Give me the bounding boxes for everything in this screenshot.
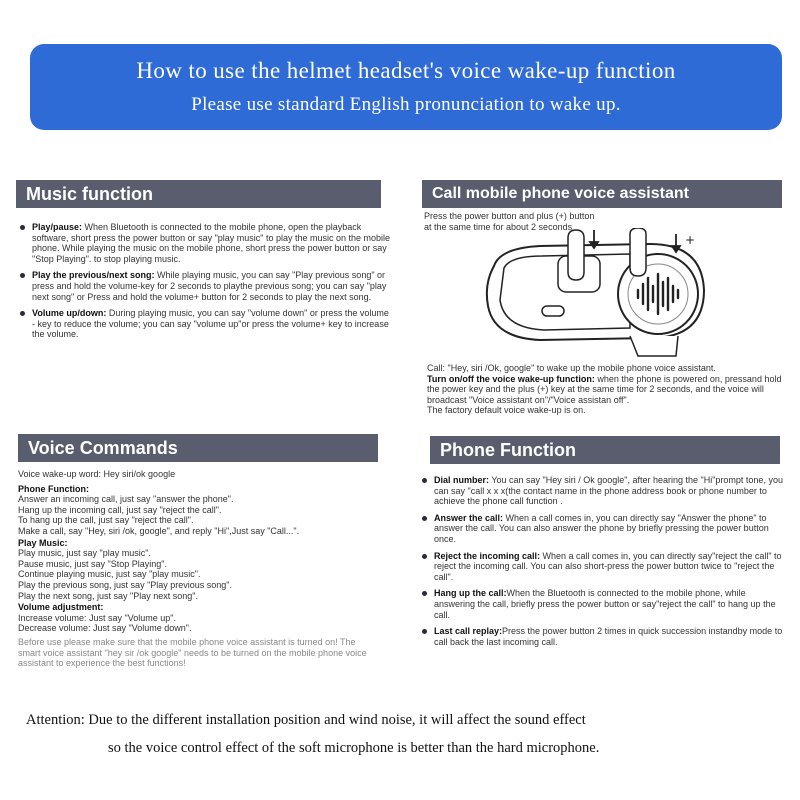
command-group: Play Music: Play music, just say "play music". Pause music, just say "Stop Playing". Continue playing music, just say "play music". Play the previous song, just say "Play previous song". Play the next song, just say "Play next song".: [18, 537, 233, 601]
plus-button-symbol: +: [684, 233, 696, 247]
call-assistant-title: Call mobile phone voice assistant: [432, 185, 689, 202]
phone-function-title: Phone Function: [440, 440, 576, 460]
list-item: Play the previous/next song: While playing music, you can say "Play previous song" or press and hold the volume-key for 2 seconds to playthe previous song; you can say "play next song" or Press and hold the volume+ button for 2 seconds to play the next song.: [18, 270, 393, 302]
music-function-section: [18, 222, 393, 346]
call-assistant-header: [422, 180, 782, 208]
list-item: Reject the incoming call: When a call comes in, you can directly say"reject the call" to reject the incoming call. You can also short-press the power button twice to "reject the call".: [420, 551, 786, 583]
list-item: Dial number: You can say "Hey siri / Ok google", after hearing the "Hi"prompt tone, you can say "call x x x(the contact name in the phone address book or phone number to achieve the phone call function .: [420, 475, 786, 507]
command-group: Phone Function: Answer an incoming call, just say "answer the phone". Hang up the incoming call, just say "reject the call". To hang up the call, just say "reject the call". Make a call, say "Hey, siri /ok, google", and reply "Hi",Just say "Call...".: [18, 483, 300, 536]
title-banner: [30, 44, 782, 130]
voice-commands-header: [18, 434, 378, 462]
phone-function-header: [430, 436, 780, 464]
banner-title: How to use the helmet headset's voice wake-up function: [136, 58, 676, 83]
list-item: Last call replay:Press the power button 2 times in quick succession instandby mode to call back the last incoming call.: [420, 626, 786, 647]
voice-commands-note: Before use please make sure that the mobile phone voice assistant is turned on! The smart voice assistant "hey sir /ok google" needs to be turned on the mobile phone voice assistant to experience the best functions!: [18, 636, 367, 669]
list-item: Play/pause: When Bluetooth is connected to the mobile phone, open the playback software, short press the power button or say "play music" to play the music on the mobile phone. While playing the music on the mobile phone, short press the power button or say "Stop Playing". to stop playing music.: [18, 222, 393, 264]
command-group: Volume adjustment: Increase volume: Just say "Volume up". Decrease volume: Just say "Volume down".: [18, 602, 192, 634]
attention-line-1: Attention: Due to the different installation position and wind noise, it will affect the sound effect: [26, 712, 586, 728]
list-item: Volume up/down: During playing music, you can say "volume down" or press the volume - key to reduce the volume; you can say "volume up"or press the volume+ key to increase the volume.: [18, 308, 393, 340]
music-function-header: [16, 180, 381, 208]
call-assistant-instruction: Press the power button and plus (+) button at the same time for about 2 seconds: [424, 211, 595, 232]
call-assistant-description: Call: "Hey, siri /Ok, google" to wake up the mobile phone voice assistant. Turn on/off the voice wake-up function: when the phone is powered on, pressand hold the power key and the plus (+) key at the same time for 2 seconds, and the voice will broadcast "Voice assistant on"/"Voice assistan off". The factory default voice wake-up is on.: [427, 363, 782, 416]
voice-commands-section: Voice wake-up word: Hey siri/ok google Phone Function: Answer an incoming call, just say "answer the phone". Hang up the incoming call, just say "reject the call". To hang up the call, just say "reject the call". Make a call, say "Hey, siri /ok, google", and reply "Hi",Just say "Call...". Play Music: Play music, just say "play music". Pause music, just say "Stop Playing". Continue playing music, just say "play music". Play the previous song, just say "Play previous song". Play the next song, just say "Play next song". Volume adjustment: Increase volume: Just say "Volume up". Decrease volume: Just say "Volume down". Before use please make sure that the mobile phone voice assistant is turned on! The smart voice assistant "hey sir /ok google" needs to be turned on the mobile phone voice assistant to experience the best functions!: [18, 469, 378, 669]
phone-function-section: [420, 475, 786, 653]
voice-commands-title: Voice Commands: [28, 438, 178, 458]
headset-illustration: [480, 228, 710, 363]
banner-subtitle: Please use standard English pronunciation to wake up.: [191, 94, 621, 115]
list-item: Answer the call: When a call comes in, you can directly say "Answer the phone" to answer the call. You can also answer the phone by briefly pressing the power button once.: [420, 513, 786, 545]
list-item: Hang up the call:When the Bluetooth is connected to the mobile phone, while answering the call, briefly press the power button or say"reject the call" to hang up the call.: [420, 588, 786, 620]
music-function-title: Music function: [26, 184, 153, 204]
attention-line-2: so the voice control effect of the soft microphone is better than the hard microphone.: [108, 740, 600, 756]
